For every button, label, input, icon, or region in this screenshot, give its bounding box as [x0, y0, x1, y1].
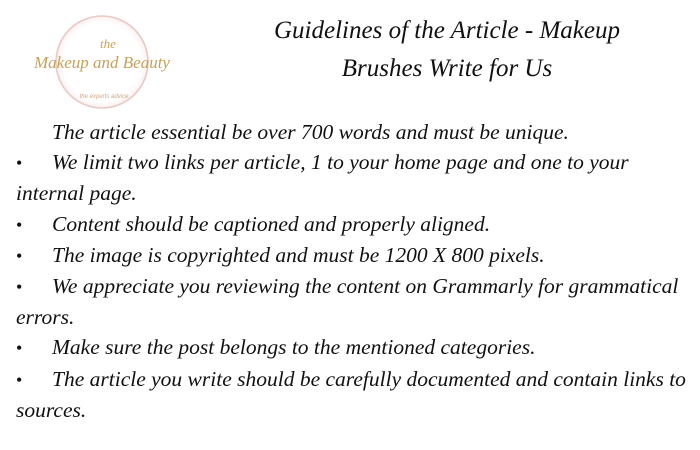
bullet-icon: •: [16, 338, 23, 359]
bullet-icon: •: [16, 214, 23, 235]
brand-logo: [4, 8, 200, 112]
list-item-text: Content should be captioned and properly aligned.: [52, 211, 491, 236]
list-item-text: We limit two links per article, 1 to your home page and one to your internal page.: [16, 150, 629, 206]
list-item-text: We appreciate you reviewing the content on Grammarly for grammatical errors.: [16, 274, 679, 330]
list-item: [16, 332, 688, 363]
title-line-1: Guidelines of the Article - Makeup: [274, 17, 620, 44]
list-item-text: The image is copyrighted and must be 1200 X 800 pixels.: [52, 242, 545, 267]
list-item: [16, 364, 688, 425]
bullet-icon: •: [16, 277, 23, 298]
guidelines-list: [16, 147, 688, 425]
title-line-2: Brushes Write for Us: [341, 55, 553, 82]
logo-tagline: the experts advice: [79, 94, 129, 100]
list-item-text: Make sure the post belongs to the mentioned categories.: [52, 335, 536, 360]
logo-line1: the: [100, 36, 116, 51]
guidelines-body: [16, 117, 688, 425]
list-item-text: The article you write should be carefully documented and contain links to sources.: [16, 366, 686, 422]
page-title: [215, 12, 679, 88]
list-item: [16, 240, 688, 271]
bullet-icon: •: [16, 245, 23, 266]
list-item: [16, 271, 688, 332]
intro-text: The article essential be over 700 words and must be unique.: [52, 120, 569, 144]
bullet-icon: •: [16, 369, 23, 390]
list-item: [16, 209, 688, 240]
list-item: [16, 147, 688, 208]
logo-line2: Makeup and Beauty: [34, 53, 170, 72]
bullet-icon: •: [16, 153, 23, 174]
